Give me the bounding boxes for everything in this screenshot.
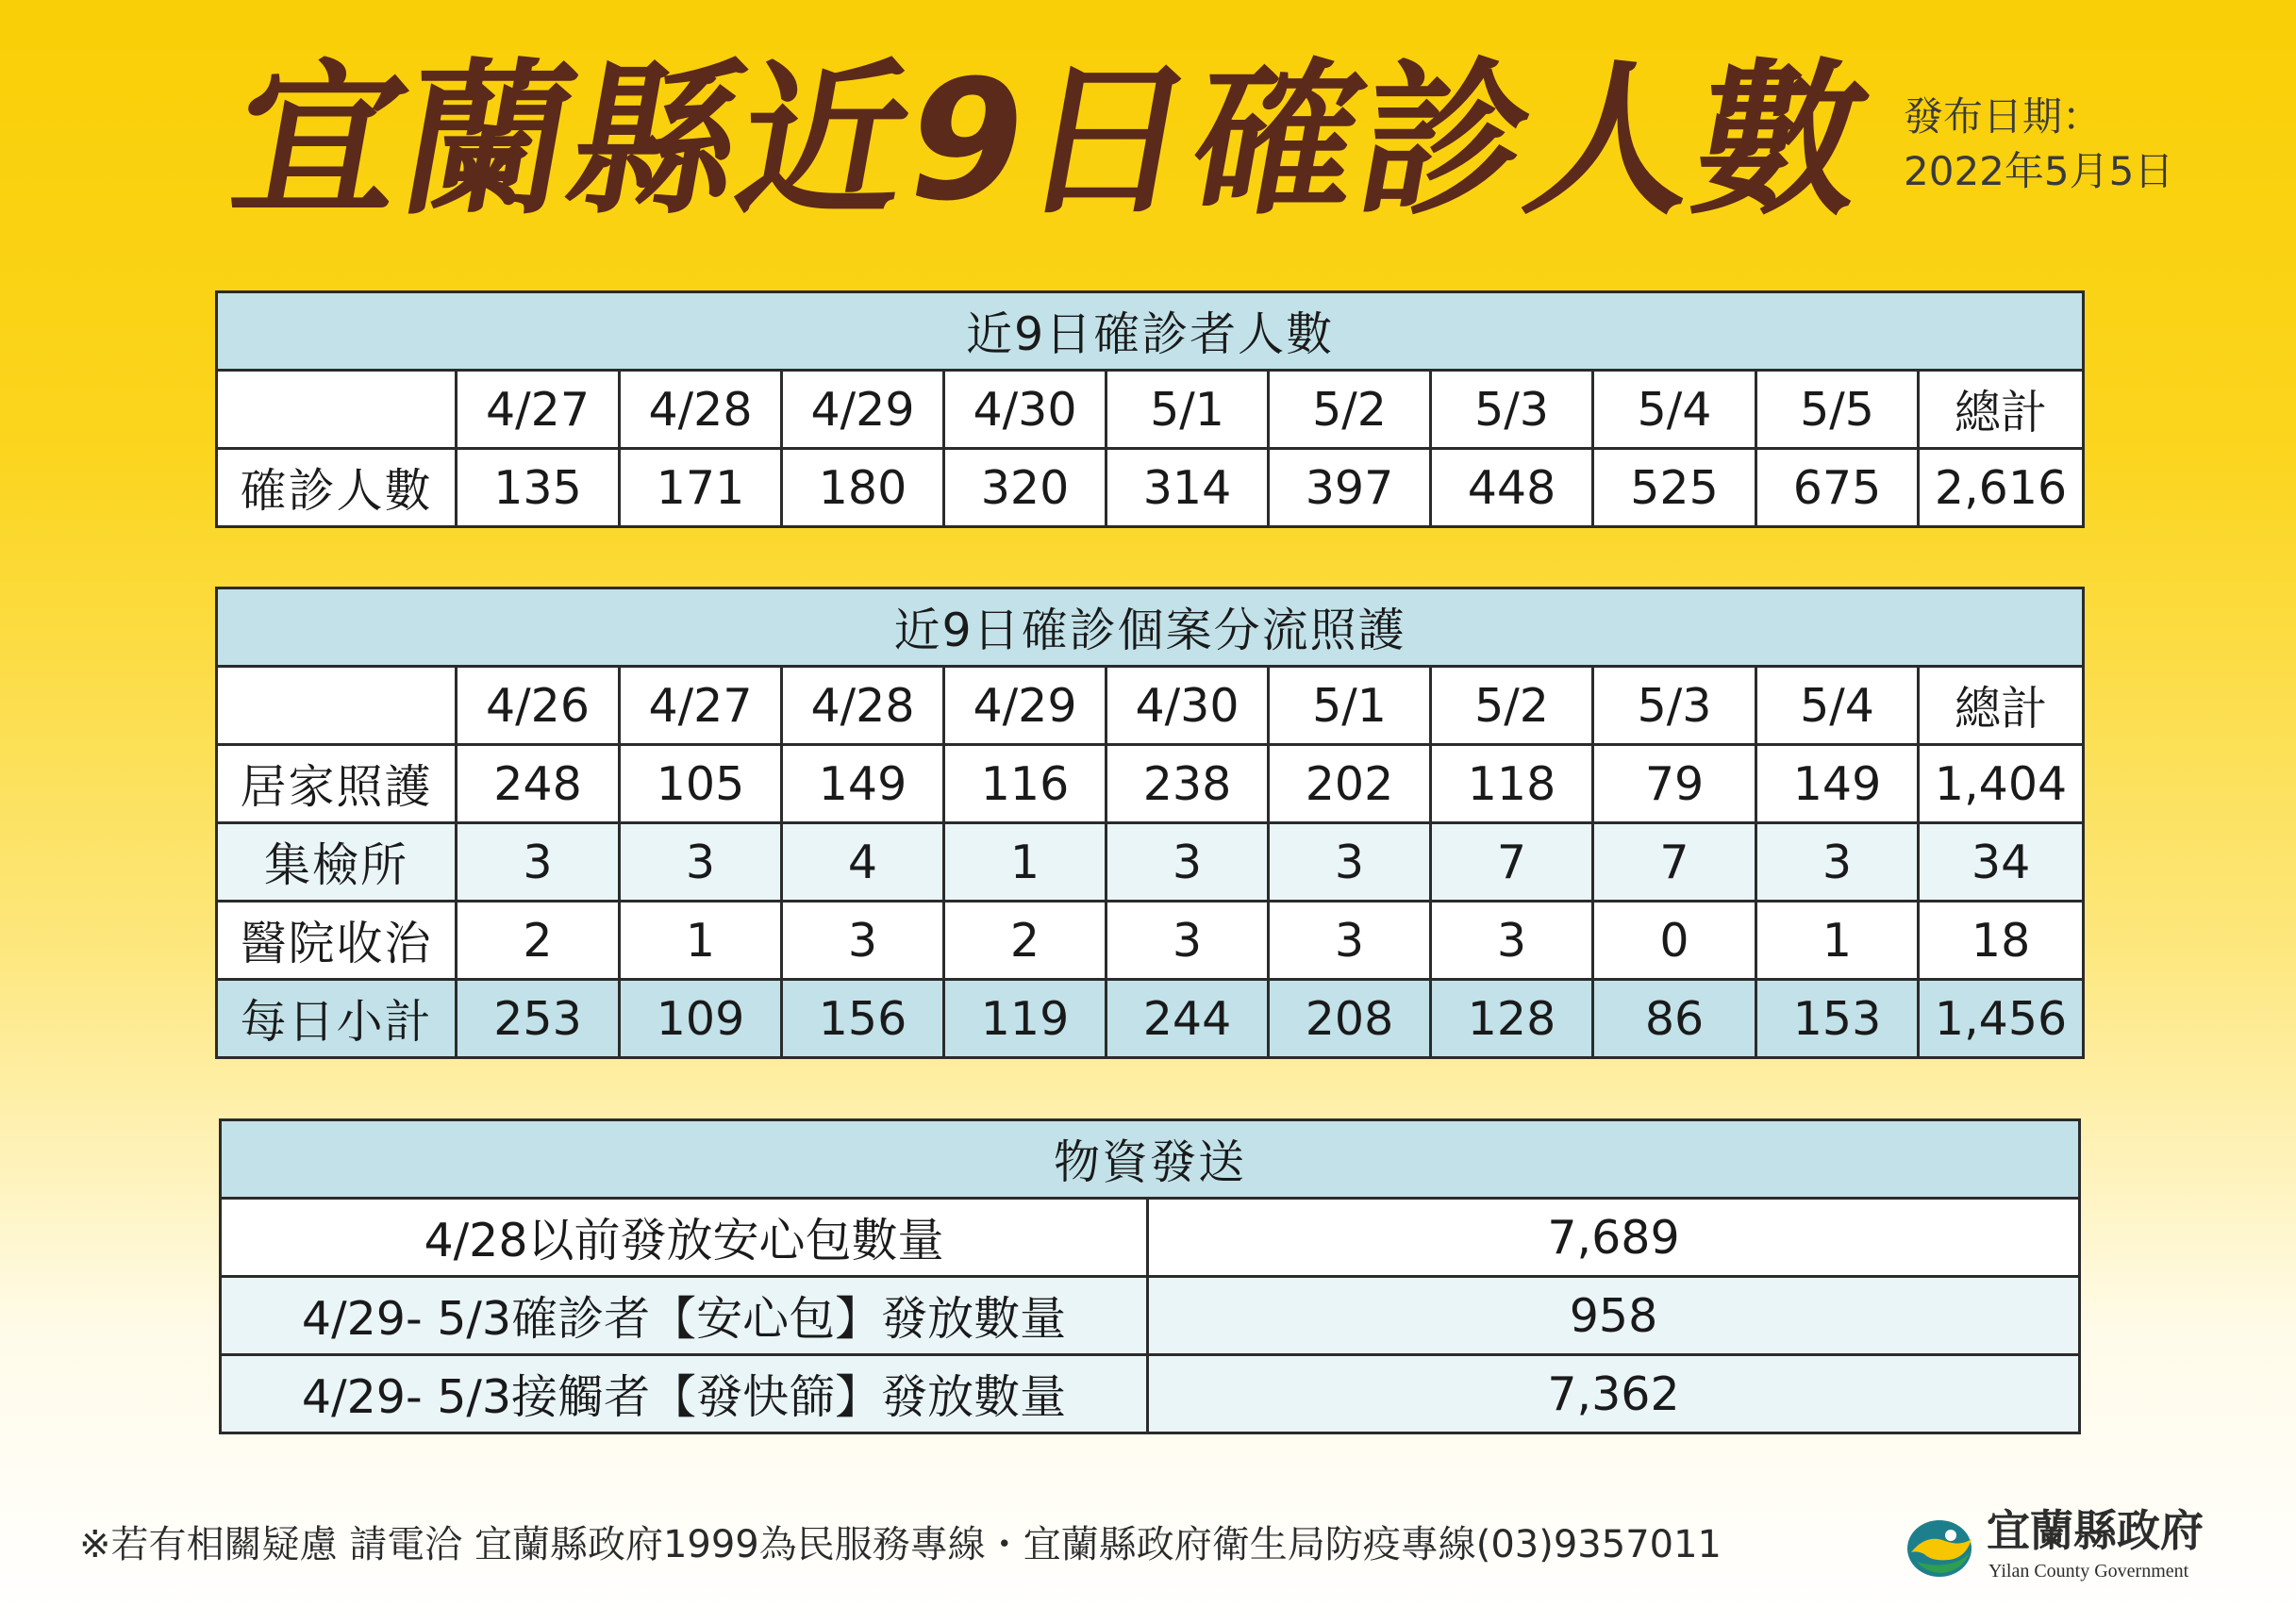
row-label: 4/28以前發放安心包數量 <box>221 1199 1148 1277</box>
value-cell: 208 <box>1269 980 1431 1058</box>
value-cell: 3 <box>620 823 782 902</box>
value-cell: 135 <box>457 449 620 527</box>
value-cell: 1 <box>1756 902 1919 980</box>
value-cell: 7,362 <box>1148 1355 2080 1433</box>
value-cell: 248 <box>457 745 620 823</box>
value-cell: 253 <box>457 980 620 1058</box>
value-cell: 3 <box>1106 823 1269 902</box>
value-cell: 3 <box>1269 823 1431 902</box>
date-header: 4/29 <box>944 667 1106 745</box>
care-table-title: 近9日確診個案分流照護 <box>217 588 2084 667</box>
row-label: 集檢所 <box>217 823 457 902</box>
value-cell: 156 <box>782 980 944 1058</box>
table-row <box>221 1199 2080 1277</box>
date-header: 5/5 <box>1756 371 1919 449</box>
value-cell: 3 <box>457 823 620 902</box>
value-cell: 86 <box>1593 980 1756 1058</box>
date-header: 5/2 <box>1431 667 1593 745</box>
header-blank-cell <box>217 371 457 449</box>
value-cell: 3 <box>1106 902 1269 980</box>
cases-table-title: 近9日確診者人數 <box>217 292 2084 371</box>
value-cell: 7 <box>1431 823 1593 902</box>
value-cell: 116 <box>944 745 1106 823</box>
value-cell: 149 <box>782 745 944 823</box>
value-cell: 244 <box>1106 980 1269 1058</box>
logo-name-cn: 宜蘭縣政府 <box>1987 1505 2204 1556</box>
value-cell: 675 <box>1756 449 1919 527</box>
yilan-county-emblem-icon <box>1904 1511 1979 1586</box>
date-header: 4/27 <box>457 371 620 449</box>
value-cell: 320 <box>944 449 1106 527</box>
value-cell: 397 <box>1269 449 1431 527</box>
row-label: 居家照護 <box>217 745 457 823</box>
total-cell: 2,616 <box>1919 449 2084 527</box>
total-cell: 18 <box>1919 902 2084 980</box>
publish-date-value: 2022年5月5日 <box>1904 148 2174 194</box>
value-cell: 238 <box>1106 745 1269 823</box>
value-cell: 79 <box>1593 745 1756 823</box>
table-row <box>217 823 2084 902</box>
value-cell: 118 <box>1431 745 1593 823</box>
value-cell: 180 <box>782 449 944 527</box>
cases-table <box>215 290 2085 528</box>
contact-footer: ※若有相關疑慮 請電洽 宜蘭縣政府1999為民服務專線・宜蘭縣政府衛生局防疫專線(03)9357011 <box>79 1523 1722 1566</box>
value-cell: 0 <box>1593 902 1756 980</box>
row-label: 每日小計 <box>217 980 457 1058</box>
care-table <box>215 587 2085 1059</box>
publish-date <box>1904 90 2205 199</box>
date-header: 4/30 <box>944 371 1106 449</box>
value-cell: 2 <box>457 902 620 980</box>
row-label: 確診人數 <box>217 449 457 527</box>
date-header: 5/3 <box>1593 667 1756 745</box>
table-row <box>221 1355 2080 1433</box>
value-cell: 448 <box>1431 449 1593 527</box>
value-cell: 3 <box>782 902 944 980</box>
value-cell: 109 <box>620 980 782 1058</box>
date-header: 4/27 <box>620 667 782 745</box>
table-row <box>217 902 2084 980</box>
logo-name-en: Yilan County Government <box>1988 1561 2189 1582</box>
table-row <box>221 1277 2080 1355</box>
value-cell: 171 <box>620 449 782 527</box>
value-cell: 128 <box>1431 980 1593 1058</box>
date-header: 4/26 <box>457 667 620 745</box>
date-header: 4/28 <box>620 371 782 449</box>
value-cell: 153 <box>1756 980 1919 1058</box>
value-cell: 149 <box>1756 745 1919 823</box>
date-header: 4/30 <box>1106 667 1269 745</box>
total-header: 總計 <box>1919 371 2084 449</box>
value-cell: 105 <box>620 745 782 823</box>
value-cell: 3 <box>1269 902 1431 980</box>
supply-table <box>219 1118 2081 1434</box>
total-cell: 1,404 <box>1919 745 2084 823</box>
total-header: 總計 <box>1919 667 2084 745</box>
value-cell: 7 <box>1593 823 1756 902</box>
value-cell: 119 <box>944 980 1106 1058</box>
table-row <box>217 745 2084 823</box>
value-cell: 3 <box>1756 823 1919 902</box>
publish-date-label: 發布日期： <box>1904 93 2103 140</box>
date-header: 5/2 <box>1269 371 1431 449</box>
table-row <box>217 980 2084 1058</box>
date-header: 5/4 <box>1593 371 1756 449</box>
date-header: 4/29 <box>782 371 944 449</box>
supply-table-title: 物資發送 <box>221 1120 2080 1199</box>
date-header: 4/28 <box>782 667 944 745</box>
value-cell: 202 <box>1269 745 1431 823</box>
value-cell: 958 <box>1148 1277 2080 1355</box>
total-cell: 34 <box>1919 823 2084 902</box>
value-cell: 3 <box>1431 902 1593 980</box>
date-header: 5/4 <box>1756 667 1919 745</box>
value-cell: 1 <box>944 823 1106 902</box>
page-title: 宜蘭縣近9日確診人數 <box>220 44 1884 238</box>
value-cell: 7,689 <box>1148 1199 2080 1277</box>
header-blank-cell <box>217 667 457 745</box>
date-header: 5/1 <box>1106 371 1269 449</box>
value-cell: 4 <box>782 823 944 902</box>
county-logo <box>1904 1499 2224 1594</box>
row-label: 4/29- 5/3確診者【安心包】發放數量 <box>221 1277 1148 1355</box>
row-label: 4/29- 5/3接觸者【發快篩】發放數量 <box>221 1355 1148 1433</box>
date-header: 5/1 <box>1269 667 1431 745</box>
row-label: 醫院收治 <box>217 902 457 980</box>
value-cell: 525 <box>1593 449 1756 527</box>
value-cell: 1 <box>620 902 782 980</box>
value-cell: 2 <box>944 902 1106 980</box>
value-cell: 314 <box>1106 449 1269 527</box>
total-cell: 1,456 <box>1919 980 2084 1058</box>
date-header: 5/3 <box>1431 371 1593 449</box>
